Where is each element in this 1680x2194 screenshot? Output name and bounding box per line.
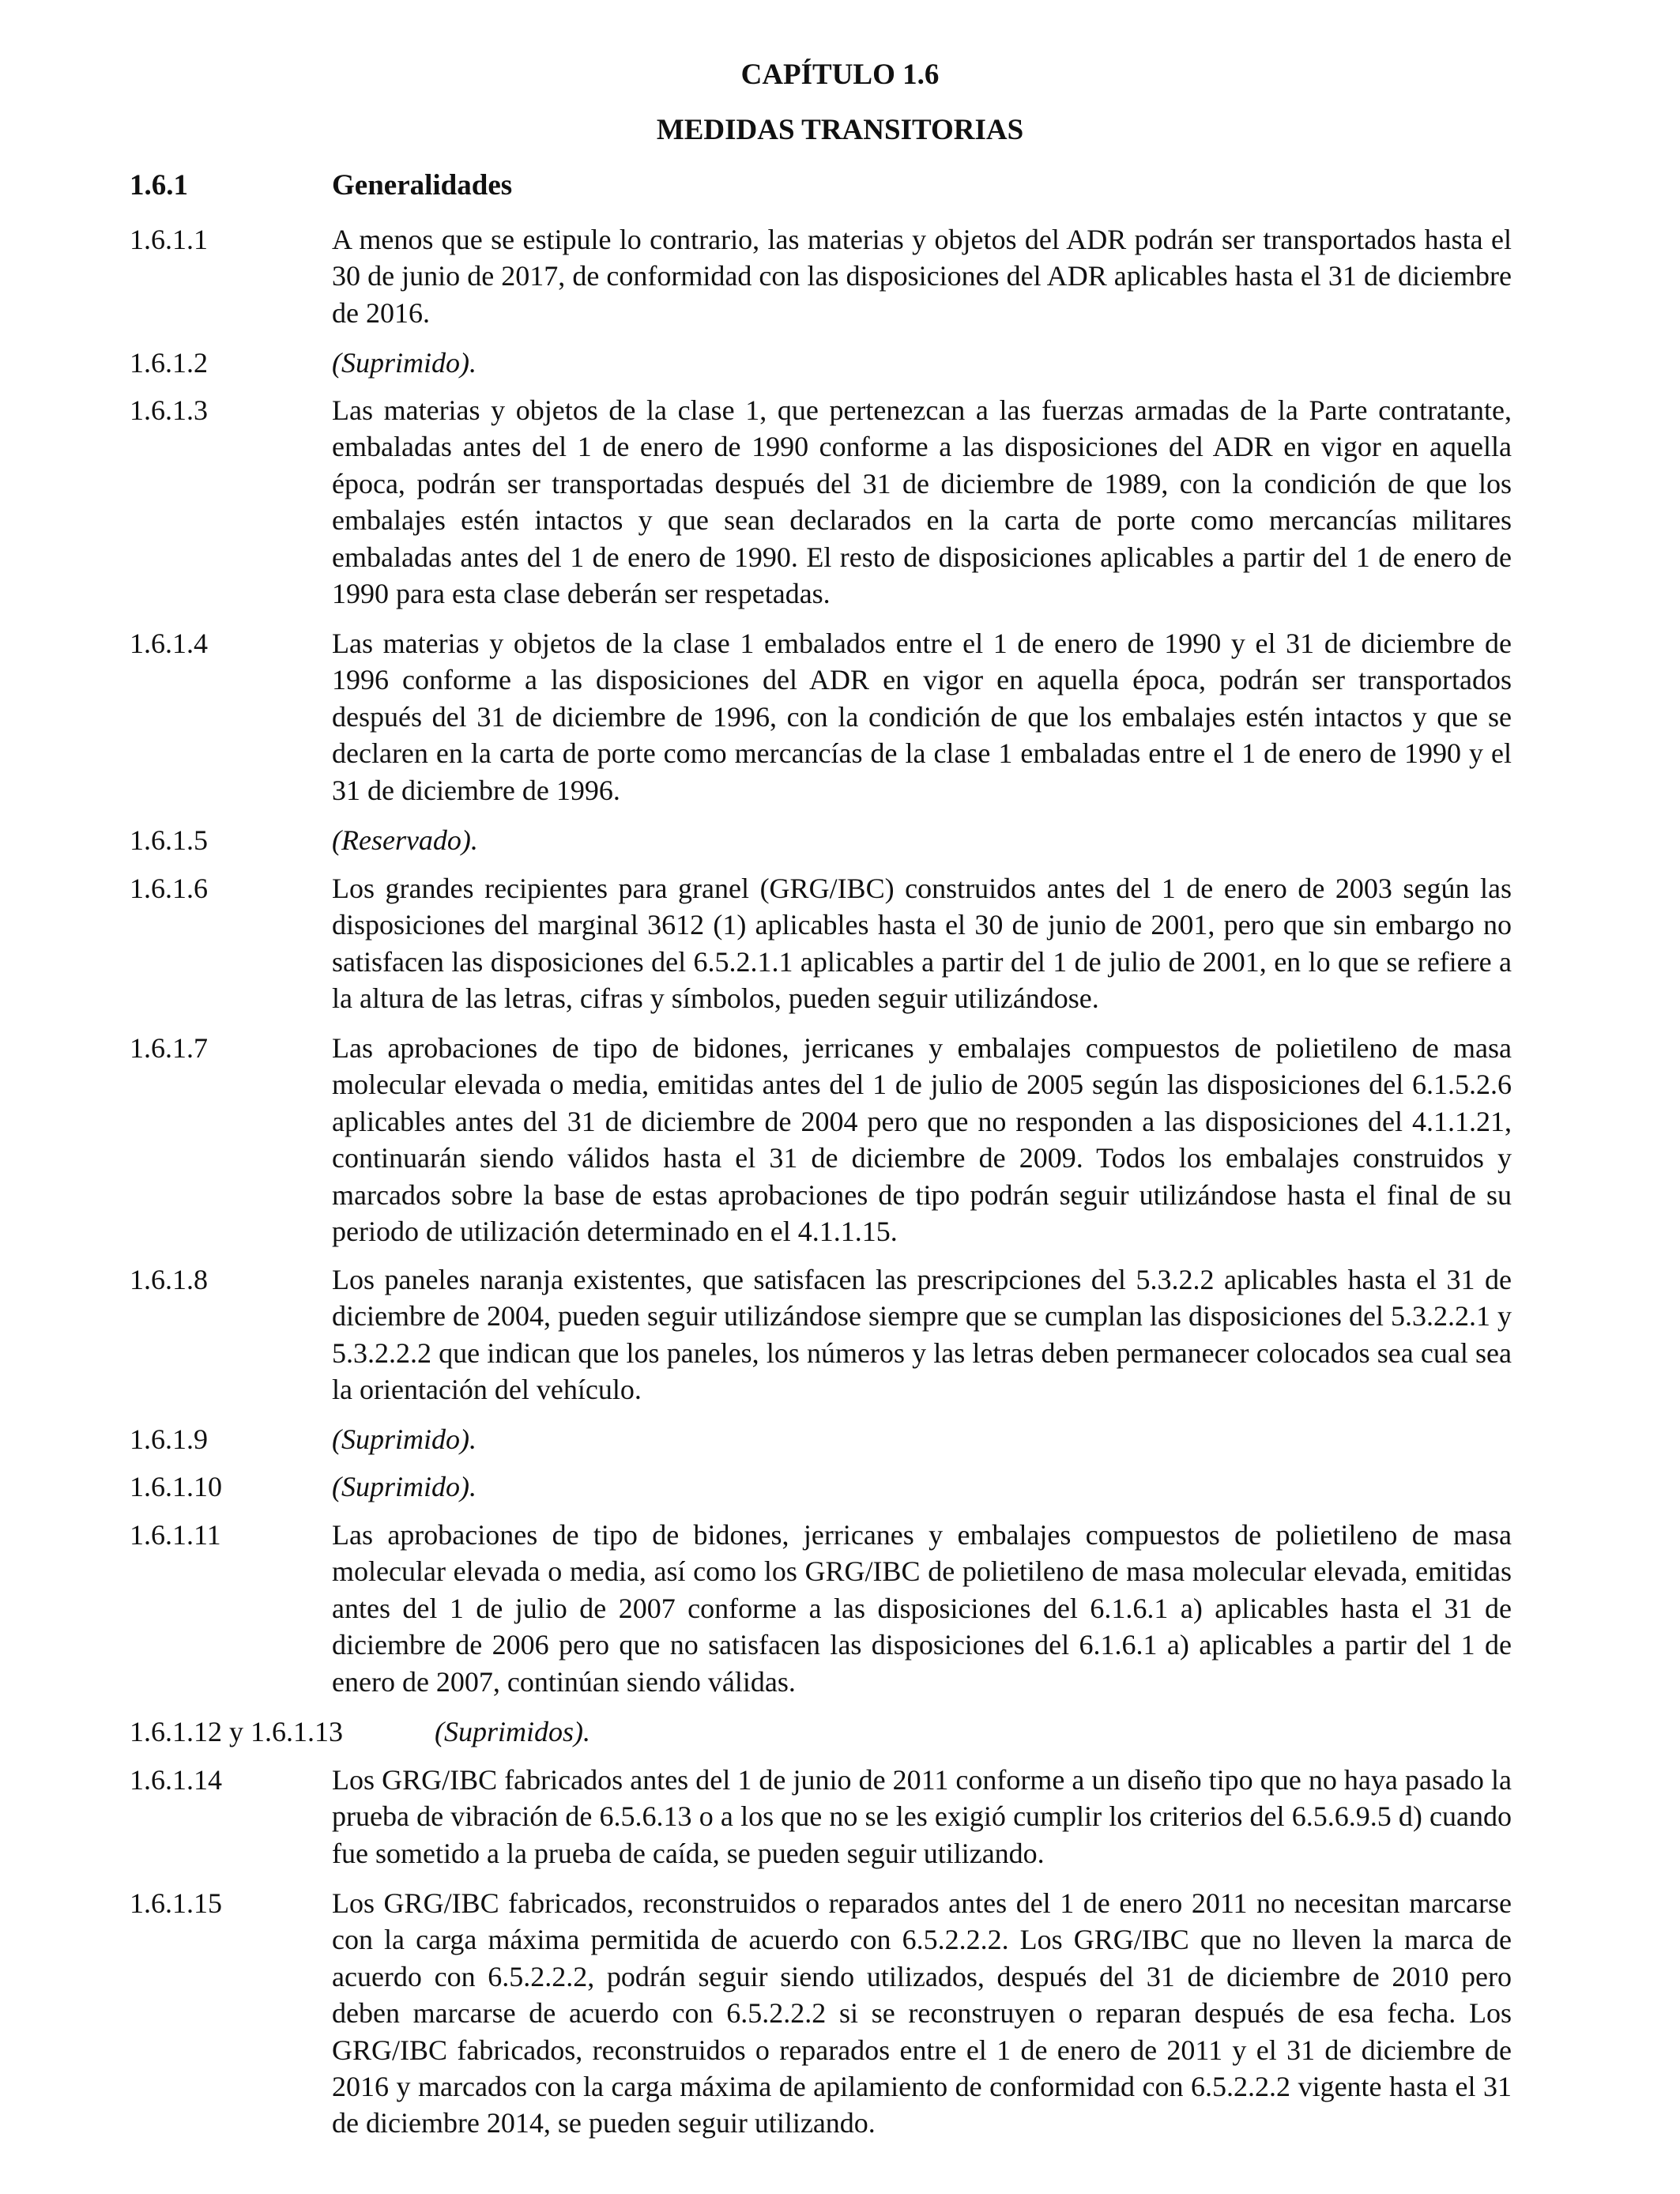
paragraph-number: 1.6.1.9 [130, 1423, 208, 1455]
paragraph-number: 1.6.1.5 [130, 824, 208, 856]
paragraph-number: 1.6.1.11 [130, 1519, 221, 1551]
paragraph-number: 1.6.1.12 y 1.6.1.13 [130, 1716, 343, 1747]
paragraph-number: 1.6.1.10 [130, 1471, 222, 1502]
paragraph-text: (Suprimidos). [435, 1716, 590, 1747]
paragraph-text: Los grandes recipientes para granel (GRG/IBC) construidos antes del 1 de enero de 2003 según las disposiciones del marginal 3612 (1) aplicables hasta el 30 de junio de 2001, pero que sin embargo no satisfacen las disposiciones del 6.5.2.1.1 aplicables a partir del 1 de julio de 2001, en lo que se refiere a la altura de las letras, cifras y símbolos, pueden seguir utilizándose. [332, 873, 1512, 1015]
paragraph-number: 1.6.1.4 [130, 628, 208, 659]
section-title: Generalidades [332, 169, 513, 202]
section-number: 1.6.1 [130, 169, 188, 202]
paragraph-number: 1.6.1.3 [130, 394, 208, 426]
paragraph-text: (Suprimido). [332, 347, 477, 379]
paragraph-text: (Reservado). [332, 824, 478, 856]
paragraph-number: 1.6.1.14 [130, 1764, 222, 1796]
paragraph-text: Las materias y objetos de la clase 1, que pertenezcan a las fuerzas armadas de la Parte contratante, embaladas antes del 1 de enero de 1990 conforme a las disposiciones del ADR en vigor en aquella época, podrán ser transportadas después del 31 de diciembre de 1989, con la condición de que los embalajes estén intactos y que sean declarados en la carta de porte como mercancías militares embaladas antes del 1 de enero de 1990. El resto de disposiciones aplicables a partir del 1 de enero de 1990 para esta clase deberán ser respetadas. [332, 394, 1512, 610]
paragraph-text: Los GRG/IBC fabricados antes del 1 de junio de 2011 conforme a un diseño tipo que no haya pasado la prueba de vibración de 6.5.6.13 o a los que no se les exigió cumplir los criterios del 6.5.6.9.5 d) cuando fue sometido a la prueba de caída, se pueden seguir utilizando. [332, 1764, 1512, 1869]
paragraph-number: 1.6.1.15 [130, 1887, 222, 1919]
paragraph-text: (Suprimido). [332, 1423, 477, 1455]
paragraph-text: A menos que se estipule lo contrario, las materias y objetos del ADR podrán ser transportados hasta el 30 de junio de 2017, de conformidad con las disposiciones del ADR aplicables hasta el 31 de diciembre de 2016. [332, 224, 1512, 329]
paragraph-text: Los paneles naranja existentes, que satisfacen las prescripciones del 5.3.2.2 aplicables hasta el 31 de diciembre de 2004, pueden seguir utilizándose siempre que se cumplan las disposiciones del 5.3.2.2.1 y 5.3.2.2.2 que indican que los paneles, los números y las letras deben permanecer colocados sea cual sea la orientación del vehículo. [332, 1264, 1512, 1406]
chapter-subtitle: MEDIDAS TRANSITORIAS [656, 114, 1024, 146]
paragraph-text: Las aprobaciones de tipo de bidones, jerricanes y embalajes compuestos de polietileno de masa molecular elevada o media, así como los GRG/IBC de polietileno de masa molecular elevada, emitidas antes del 1 de julio de 2007 conforme a las disposiciones del 6.1.6.1 a) aplicables hasta el 31 de diciembre de 2006 pero que no satisfacen las disposiciones del 6.1.6.1 a) aplicables a partir del 1 de enero de 2007, continúan siendo válidas. [332, 1519, 1512, 1698]
paragraph-text: Las aprobaciones de tipo de bidones, jerricanes y embalajes compuestos de polietileno de masa molecular elevada o media, emitidas antes del 1 de julio de 2005 según las disposiciones del 6.1.5.2.6 aplicables antes del 31 de diciembre de 2004 pero que no responden a las disposiciones del 4.1.1.21, continuarán siendo válidos hasta el 31 de diciembre de 2009. Todos los embalajes construidos y marcados sobre la base de estas aprobaciones de tipo podrán seguir utilizándose hasta el final de su periodo de utilización determinado en el 4.1.1.15. [332, 1032, 1512, 1248]
paragraph-number: 1.6.1.2 [130, 347, 208, 379]
paragraph-number: 1.6.1.8 [130, 1264, 208, 1295]
paragraph-text: (Suprimido). [332, 1471, 477, 1502]
paragraph-number: 1.6.1.1 [130, 224, 208, 255]
paragraph-text: Las materias y objetos de la clase 1 embalados entre el 1 de enero de 1990 y el 31 de diciembre de 1996 conforme a las disposiciones del ADR en vigor en aquella época, podrán ser transportados después del 31 de diciembre de 1996, con la condición de que los embalajes estén intactos y que se declaren en la carta de porte como mercancías de la clase 1 embaladas entre el 1 de enero de 1990 y el 31 de diciembre de 1996. [332, 628, 1512, 806]
paragraph-number: 1.6.1.6 [130, 873, 208, 904]
paragraph-number: 1.6.1.7 [130, 1032, 208, 1064]
paragraph-text: Los GRG/IBC fabricados, reconstruidos o reparados antes del 1 de enero 2011 no necesitan marcarse con la carga máxima permitida de acuerdo con 6.5.2.2.2. Los GRG/IBC que no lleven la marca de acuerdo con 6.5.2.2.2, podrán seguir siendo utilizados, después del 31 de diciembre de 2010 pero deben marcarse de acuerdo con 6.5.2.2.2 si se reconstruyen o reparan después de esa fecha. Los GRG/IBC fabricados, reconstruidos o reparados entre el 1 de enero de 2011 y el 31 de diciembre de 2016 y marcados con la carga máxima de apilamiento de conformidad con 6.5.2.2.2 vigente hasta el 31 de diciembre 2014, se pueden seguir utilizando. [332, 1887, 1512, 2139]
chapter-title: CAPÍTULO 1.6 [740, 58, 940, 91]
